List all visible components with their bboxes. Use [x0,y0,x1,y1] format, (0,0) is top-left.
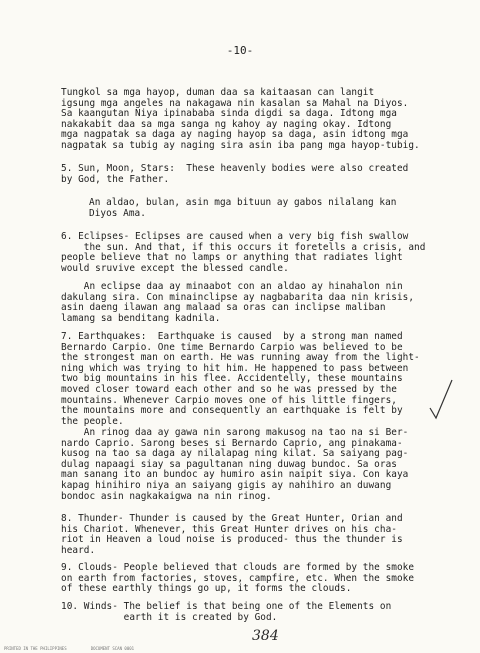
text-line: the people. [61,415,124,427]
text-line: An eclipse daa ay minaabot con an aldao ay hinahalon nin [61,281,403,292]
text-line: dulag napaagi siay sa pagultanan ning duwag bundoc. Sa oras [61,458,397,470]
text-line: 7. Earthquakes: Earthquake is caused by a strong man named [61,331,403,342]
text-line: Diyos Ama. [89,207,146,219]
footer-text: PRINTED IN THE PHILIPPINES DOCUMENT SCAN 0001 [4,646,135,651]
text-line: the sun. And that, if this occurs it foretells a crisis, and [61,241,426,253]
text-line: two big mountains in his flee. Accidentelly, these mountains [61,373,403,385]
text-line: by God, the Father. [61,173,170,185]
text-line: riot in Heaven a loud noise is produced- thus the thunder is [61,534,403,546]
text-line: 9. Clouds- People believed that clouds are formed by the smoke [61,562,415,573]
text-line: An aldao, bulan, asin mga bituun ay gabos nilalang kan [89,197,397,208]
text-line: dakulang sira. Con minainclipse ay nagbabarita daa nin krisis, [61,291,415,303]
text-line: 8. Thunder- Thunder is caused by the Great Hunter, Orian and [61,513,403,524]
text-line: his Chariot. Whenever, this Great Hunter drives on his cha- [61,523,397,535]
text-line: mountains. Whenever Carpio moves one of his little fingers, [61,394,397,406]
text-line: nardo Caprio. Sarong beses si Bernardo Caprio, ang pinakama- [61,437,403,449]
page-number: -10- [226,44,254,57]
text-line: Bernardo Carpio. One time Bernardo Carpio was believed to be [61,341,403,353]
text-line: 5. Sun, Moon, Stars: These heavenly bodies were also created [61,163,409,174]
text-line: lamang sa benditang kadnila. [61,312,221,324]
text-line: nakakabit daa sa mga sanga ng kahoy ay naging okay. Idtong [61,118,392,130]
text-line: of these earthly things go up, it forms the clouds. [61,583,352,595]
checkmark-icon [428,378,454,420]
text-line: earth it is created by God. [61,611,278,623]
text-line: 6. Eclipses- Eclipses are caused when a very big fish swallow [61,231,409,242]
text-line: would sruvive except the blessed candle. [61,262,289,274]
handwritten-page-note: 384 [252,628,279,644]
text-line: nagpatak sa tubig ay naging sira asin iba pang mga hayop-tubig. [61,140,420,151]
text-line: the strongest man on earth. He was running away from the light- [61,352,420,364]
text-line: kapag hinihiro niya an saiyang gigis ay nahihiro an duwang [61,480,392,491]
text-line: moved closer toward each other and so he was pressed by the [61,384,397,395]
text-line: the mountains more and consequently an earthquake is felt by [61,405,403,417]
text-line: kusog na tao sa daga ay nilalapag ning kilat. Sa saiyang pag- [61,448,409,460]
text-line: 10. Winds- The belief is that being one of the Elements on [61,601,392,612]
text-line: man sanang ito an bundoc ay humiro asin naipit siya. Con kaya [61,469,409,481]
text-line: heard. [61,544,96,556]
text-line: ning which was trying to hit him. He happened to pass between [61,362,409,374]
text-line: igsung mga angeles na nakagawa nin kasalan sa Mahal na Diyos. [61,97,409,109]
text-line: Sa kaangutan Niya ipinababa sinda digdi sa daga. Idtong mga [61,108,397,120]
text-line: mga nagpatak sa daga ay naging hayop sa daga, asin idtong mga [61,129,409,141]
text-line: bondoc asin nagkakaigwa na nin rinog. [61,490,272,502]
text-line: people believe that no lamps or anything that radiates light [61,252,403,264]
text-line: An rinog daa ay gawa nin sarong makusog na tao na si Ber- [61,427,409,438]
text-line: asin daeng ilawan ang malaad sa oras can inclipse maliban [61,302,386,314]
text-line: on earth from factories, stoves, campfire, etc. When the smoke [61,572,415,584]
text-line: Tungkol sa mga hayop, duman daa sa kaitaasan can langit [61,87,375,98]
